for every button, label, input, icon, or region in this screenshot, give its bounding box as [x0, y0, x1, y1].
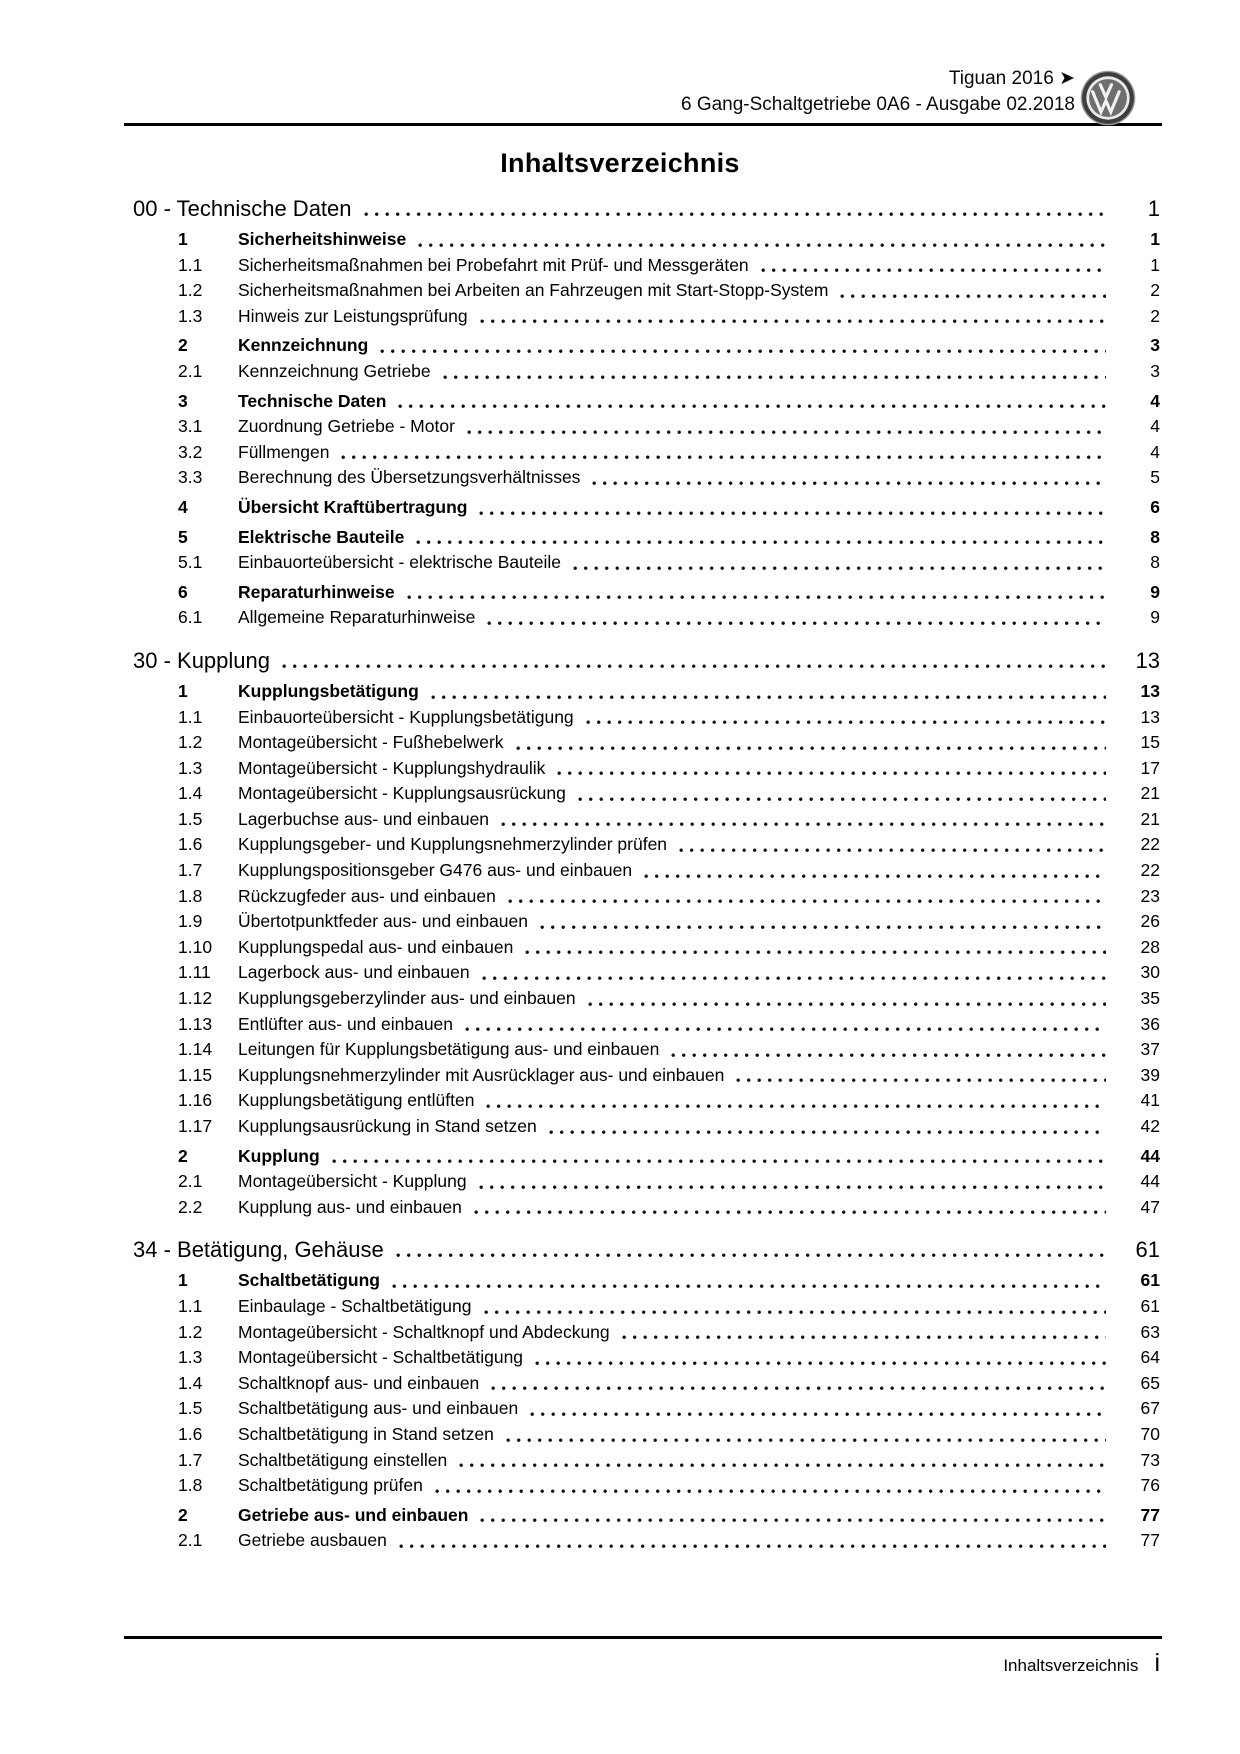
toc-entry-row [133, 389, 1160, 415]
dot-leader [671, 1053, 1106, 1059]
toc-entry-number: 1.3 [178, 1347, 203, 1368]
toc-entry-page: 67 [1140, 1398, 1160, 1419]
toc-entry-number: 2.2 [178, 1196, 203, 1217]
dot-leader [586, 720, 1106, 726]
toc-entry-title: Schaltbetätigung [238, 1270, 380, 1291]
dot-leader [487, 621, 1106, 627]
dot-leader [506, 1438, 1106, 1444]
toc-entry-row [133, 884, 1160, 910]
toc-entry-title: Reparaturhinweise [238, 581, 395, 602]
toc-entry-page: 1 [1150, 254, 1160, 275]
toc-entry-title: Technische Daten [238, 390, 387, 411]
toc-entry-title: Elektrische Bauteile [238, 526, 405, 547]
dot-leader [364, 212, 1106, 218]
toc-entry-page: 73 [1140, 1449, 1160, 1470]
toc-entry-page: 47 [1140, 1196, 1160, 1217]
toc-chapter-page: 13 [1135, 647, 1160, 673]
toc-entry-number: 1.7 [178, 1449, 203, 1470]
toc-entry-page: 21 [1140, 783, 1160, 804]
toc-entry-title: Montageübersicht - Kupplungsausrückung [238, 783, 566, 804]
dot-leader [416, 540, 1106, 546]
toc-entry-row [133, 1371, 1160, 1397]
toc-entry-number: 1.16 [178, 1090, 213, 1111]
toc-chapter-page: 1 [1147, 196, 1160, 221]
toc-entry-number: 1.6 [178, 1423, 203, 1444]
dot-leader [380, 349, 1106, 355]
dot-leader [573, 566, 1106, 572]
dot-leader [484, 1310, 1106, 1316]
toc-entry-number: 1.12 [178, 988, 213, 1009]
toc-entry-number: 1.8 [178, 885, 203, 906]
dot-leader [516, 746, 1106, 752]
toc-entry-title: Einbauorteübersicht - elektrische Bauteile [238, 552, 561, 573]
table-of-contents [133, 194, 1160, 1554]
toc-entry-number: 1.15 [178, 1064, 213, 1085]
dot-leader [622, 1335, 1106, 1341]
toc-entry-row [133, 1294, 1160, 1320]
dot-leader [480, 319, 1106, 325]
footer-page-number: i [1154, 1649, 1160, 1677]
dot-leader [736, 1078, 1106, 1084]
dot-leader [578, 797, 1106, 803]
toc-entry-page: 26 [1140, 911, 1160, 932]
toc-entry-number: 2 [178, 1145, 188, 1166]
toc-entry-page: 4 [1150, 441, 1160, 462]
toc-entry-page: 9 [1150, 607, 1160, 628]
toc-entry-title: Übersicht Kraftübertragung [238, 496, 468, 517]
dot-leader [761, 268, 1106, 274]
toc-entry-number: 1.14 [178, 1039, 213, 1060]
toc-entry-row [133, 605, 1160, 631]
header-model-line: Tiguan 2016 ➤ [948, 68, 1075, 89]
dot-leader [443, 375, 1106, 381]
dot-leader [592, 481, 1106, 487]
toc-entry-row [133, 730, 1160, 756]
toc-entry-page: 77 [1140, 1530, 1160, 1551]
toc-entry-page: 2 [1150, 305, 1160, 326]
toc-entry-page: 41 [1140, 1090, 1160, 1111]
dot-leader [465, 1027, 1106, 1033]
toc-entry-row [133, 909, 1160, 935]
toc-entry-page: 61 [1140, 1270, 1160, 1291]
dot-leader [435, 1489, 1106, 1495]
footer-divider [124, 1636, 1162, 1639]
dot-leader [396, 1253, 1106, 1259]
toc-entry-number: 3.1 [178, 416, 203, 437]
toc-entry-row [133, 359, 1160, 385]
toc-chapter-title: 30 - Kupplung [133, 647, 270, 673]
toc-entry-row [133, 781, 1160, 807]
toc-entry-number: 4 [178, 496, 188, 517]
toc-entry-row [133, 960, 1160, 986]
toc-entry-row [133, 1088, 1160, 1114]
toc-entry-row [133, 304, 1160, 330]
toc-entry-number: 3.3 [178, 467, 203, 488]
toc-entry-page: 30 [1140, 962, 1160, 983]
dot-leader [418, 243, 1106, 249]
toc-entry-title: Sicherheitsmaßnahmen bei Probefahrt mit Prüf- und Messgeräten [238, 254, 749, 275]
dot-leader [535, 1361, 1106, 1367]
toc-entry-page: 2 [1150, 280, 1160, 301]
toc-entry-page: 76 [1140, 1475, 1160, 1496]
toc-entry-number: 2.1 [178, 1171, 203, 1192]
toc-entry-title: Schaltbetätigung einstellen [238, 1449, 448, 1470]
toc-entry-row [133, 1195, 1160, 1221]
dot-leader [508, 899, 1106, 905]
toc-entry-number: 1 [178, 680, 188, 701]
toc-entry-row [133, 1063, 1160, 1089]
toc-entry-row [133, 465, 1160, 491]
toc-entry-title: Schaltbetätigung in Stand setzen [238, 1423, 494, 1444]
toc-chapter-title: 00 - Technische Daten [133, 196, 352, 221]
toc-chapter-title: 34 - Betätigung, Gehäuse [133, 1237, 384, 1263]
toc-entry-title: Lagerbuchse aus- und einbauen [238, 808, 490, 829]
toc-entry-page: 6 [1150, 496, 1160, 517]
toc-entry-row [133, 525, 1160, 551]
toc-entry-title: Hinweis zur Leistungsprüfung [238, 305, 468, 326]
toc-entry-title: Kupplungsgeber- und Kupplungsnehmerzylinder prüfen [238, 834, 668, 855]
toc-entry-page: 64 [1140, 1347, 1160, 1368]
toc-entry-title: Rückzugfeder aus- und einbauen [238, 885, 496, 906]
toc-entry-page: 1 [1150, 229, 1160, 249]
toc-entry-page: 63 [1140, 1321, 1160, 1342]
toc-entry-title: Montageübersicht - Schaltbetätigung [238, 1347, 524, 1368]
dot-leader [467, 430, 1106, 436]
toc-entry-number: 1.2 [178, 732, 203, 753]
toc-entry-page: 8 [1150, 552, 1160, 573]
dot-leader [588, 1002, 1106, 1008]
toc-entry-number: 1.13 [178, 1013, 213, 1034]
toc-entry-page: 61 [1140, 1295, 1160, 1316]
toc-entry-page: 4 [1150, 390, 1160, 411]
toc-entry-number: 1.1 [178, 1295, 203, 1316]
dot-leader [392, 1284, 1106, 1290]
dot-leader [679, 848, 1106, 854]
toc-entry-page: 37 [1140, 1039, 1160, 1060]
toc-entry-title: Übertotpunktfeder aus- und einbauen [238, 911, 528, 932]
toc-entry-title: Füllmengen [238, 441, 330, 462]
toc-entry-page: 36 [1140, 1013, 1160, 1034]
toc-entry-row [133, 333, 1160, 359]
toc-entry-title: Kupplungsgeberzylinder aus- und einbauen [238, 988, 576, 1009]
toc-entry-row [133, 1144, 1160, 1170]
toc-entry-row [133, 495, 1160, 521]
toc-entry-number: 1.8 [178, 1475, 203, 1496]
toc-entry-row [133, 1320, 1160, 1346]
toc-entry-number: 1.4 [178, 1372, 203, 1393]
dot-leader [341, 455, 1106, 461]
toc-entry-title: Kupplungsbetätigung [238, 680, 419, 701]
toc-entry-title: Getriebe aus- und einbauen [238, 1504, 469, 1525]
toc-entry-number: 3 [178, 390, 188, 411]
toc-entry-title: Montageübersicht - Schaltknopf und Abdeckung [238, 1321, 610, 1342]
toc-entry-title: Kupplung [238, 1145, 320, 1166]
toc-entry-page: 9 [1150, 581, 1160, 602]
toc-entry-page: 3 [1150, 335, 1160, 356]
dot-leader [480, 1518, 1106, 1524]
toc-entry-number: 6 [178, 581, 188, 602]
vw-logo-icon [1080, 70, 1136, 126]
toc-entry-row [133, 935, 1160, 961]
toc-entry-number: 1.3 [178, 757, 203, 778]
dot-leader [474, 1210, 1106, 1216]
toc-entry-row [133, 1268, 1160, 1294]
dot-leader [644, 874, 1106, 880]
dot-leader [459, 1463, 1106, 1469]
toc-chapter-row [133, 646, 1160, 675]
dot-leader [332, 1159, 1106, 1165]
toc-entry-title: Kennzeichnung [238, 335, 369, 356]
toc-entry-title: Sicherheitshinweise [238, 229, 407, 249]
toc-entry-row [133, 1473, 1160, 1499]
toc-entry-row [133, 807, 1160, 833]
dot-leader [398, 404, 1106, 410]
toc-entry-row [133, 1114, 1160, 1140]
toc-entry-row [133, 1169, 1160, 1195]
toc-entry-number: 1.9 [178, 911, 203, 932]
toc-entry-title: Montageübersicht - Fußhebelwerk [238, 732, 504, 753]
toc-entry-title: Kupplungspositionsgeber G476 aus- und einbauen [238, 860, 633, 881]
dot-leader [431, 695, 1106, 701]
page-title: Inhaltsverzeichnis [500, 148, 740, 178]
toc-entry-page: 4 [1150, 416, 1160, 437]
toc-entry-title: Schaltbetätigung aus- und einbauen [238, 1398, 519, 1419]
toc-entry-title: Montageübersicht - Kupplungshydraulik [238, 757, 546, 778]
header-doc-line: 6 Gang-Schaltgetriebe 0A6 - Ausgabe 02.2018 [680, 94, 1075, 115]
toc-entry-row [133, 1345, 1160, 1371]
toc-entry-number: 1.5 [178, 1398, 203, 1419]
dot-leader [479, 511, 1106, 517]
dot-leader [399, 1544, 1106, 1550]
toc-entry-page: 17 [1140, 757, 1160, 778]
toc-entry-title: Lagerbock aus- und einbauen [238, 962, 470, 983]
toc-entry-page: 8 [1150, 526, 1160, 547]
toc-chapter-row [133, 1235, 1160, 1264]
toc-entry-number: 1.5 [178, 808, 203, 829]
toc-entry-row [133, 832, 1160, 858]
dot-leader [501, 822, 1106, 828]
toc-entry-number: 1.17 [178, 1116, 213, 1136]
toc-entry-page: 13 [1140, 706, 1160, 727]
toc-entry-title: Kupplungsnehmerzylinder mit Ausrücklager aus- und einbauen [238, 1064, 725, 1085]
toc-entry-page: 15 [1140, 732, 1160, 753]
toc-entry-page: 23 [1140, 885, 1160, 906]
dot-leader [282, 664, 1106, 670]
toc-entry-number: 1.1 [178, 706, 203, 727]
toc-entry-title: Schaltbetätigung prüfen [238, 1475, 423, 1496]
toc-entry-row [133, 679, 1160, 705]
toc-entry-row [133, 580, 1160, 606]
toc-entry-title: Kupplungsausrückung in Stand setzen [238, 1116, 537, 1136]
toc-entry-number: 1 [178, 1270, 188, 1291]
toc-entry-number: 6.1 [178, 607, 203, 628]
toc-entry-row [133, 1448, 1160, 1474]
toc-entry-number: 1.4 [178, 783, 203, 804]
toc-entry-number: 3.2 [178, 441, 203, 462]
toc-entry-title: Kupplungspedal aus- und einbauen [238, 936, 514, 957]
toc-entry-title: Zuordnung Getriebe - Motor [238, 416, 455, 437]
dot-leader [407, 595, 1106, 601]
toc-entry-number: 1.6 [178, 834, 203, 855]
toc-entry-title: Entlüfter aus- und einbauen [238, 1013, 454, 1034]
toc-entry-page: 44 [1140, 1145, 1160, 1166]
toc-entry-title: Kennzeichnung Getriebe [238, 360, 431, 381]
toc-entry-title: Allgemeine Reparaturhinweise [238, 607, 476, 628]
toc-entry-row [133, 227, 1160, 253]
dot-leader [479, 1185, 1106, 1191]
toc-entry-row [133, 705, 1160, 731]
toc-entry-title: Sicherheitsmaßnahmen bei Arbeiten an Fahrzeugen mit Start-Stopp-System [238, 280, 829, 301]
toc-entry-number: 1 [178, 229, 188, 249]
toc-entry-title: Einbaulage - Schaltbetätigung [238, 1295, 472, 1316]
toc-entry-number: 1.1 [178, 254, 203, 275]
toc-entry-title: Berechnung des Übersetzungsverhältnisses [238, 467, 581, 488]
toc-entry-page: 21 [1140, 808, 1160, 829]
toc-entry-row [133, 1528, 1160, 1554]
toc-entry-row [133, 414, 1160, 440]
toc-entry-title: Einbauorteübersicht - Kupplungsbetätigung [238, 706, 574, 727]
toc-entry-row [133, 1422, 1160, 1448]
dot-leader [482, 976, 1106, 982]
toc-entry-page: 39 [1140, 1064, 1160, 1085]
footer-section-label: Inhaltsverzeichnis [1003, 1656, 1139, 1675]
toc-entry-page: 70 [1140, 1423, 1160, 1444]
toc-entry-row [133, 1503, 1160, 1529]
toc-entry-number: 1.10 [178, 936, 213, 957]
dot-leader [557, 771, 1106, 777]
toc-entry-page: 65 [1140, 1372, 1160, 1393]
toc-entry-page: 5 [1150, 467, 1160, 488]
toc-entry-page: 22 [1140, 834, 1160, 855]
toc-entry-title: Kupplungsbetätigung entlüften [238, 1090, 475, 1111]
page-header [0, 0, 1240, 126]
toc-entry-row [133, 756, 1160, 782]
toc-entry-number: 2 [178, 1504, 188, 1525]
toc-entry-page: 28 [1140, 936, 1160, 957]
toc-entry-page: 77 [1140, 1504, 1160, 1525]
toc-entry-number: 1.11 [178, 962, 211, 983]
toc-entry-page: 35 [1140, 988, 1160, 1009]
dot-leader [840, 294, 1106, 300]
toc-entry-row [133, 550, 1160, 576]
toc-entry-title: Leitungen für Kupplungsbetätigung aus- und einbauen [238, 1039, 660, 1060]
dot-leader [549, 1130, 1106, 1136]
toc-entry-number: 1.3 [178, 305, 203, 326]
toc-entry-page: 3 [1150, 360, 1160, 381]
toc-entry-number: 2.1 [178, 1530, 203, 1551]
dot-leader [525, 950, 1106, 956]
toc-entry-row [133, 440, 1160, 466]
toc-entry-row [133, 1396, 1160, 1422]
toc-entry-title: Schaltknopf aus- und einbauen [238, 1372, 480, 1393]
dot-leader [540, 925, 1106, 931]
toc-entry-row [133, 253, 1160, 279]
dot-leader [530, 1412, 1106, 1418]
dot-leader [491, 1386, 1106, 1392]
toc-entry-page: 42 [1140, 1116, 1160, 1136]
toc-entry-row [133, 986, 1160, 1012]
toc-entry-title: Kupplung aus- und einbauen [238, 1196, 462, 1217]
header-text [0, 66, 1075, 118]
toc-entry-row [133, 1037, 1160, 1063]
toc-entry-number: 1.2 [178, 280, 203, 301]
toc-entry-number: 1.7 [178, 860, 203, 881]
toc-entry-number: 2 [178, 335, 188, 356]
toc-entry-number: 1.2 [178, 1321, 203, 1342]
toc-entry-row [133, 278, 1160, 304]
header-divider [124, 123, 1162, 126]
toc-chapter-row [133, 194, 1160, 223]
toc-entry-row [133, 1012, 1160, 1038]
toc-entry-page: 13 [1140, 680, 1160, 701]
toc-entry-title: Getriebe ausbauen [238, 1530, 387, 1551]
toc-entry-page: 44 [1140, 1171, 1160, 1192]
toc-entry-number: 5.1 [178, 552, 203, 573]
toc-chapter-page: 61 [1135, 1237, 1160, 1263]
page-footer [0, 1636, 1240, 1678]
toc-entry-title: Montageübersicht - Kupplung [238, 1171, 467, 1192]
toc-entry-page: 22 [1140, 860, 1160, 881]
toc-entry-number: 2.1 [178, 360, 203, 381]
dot-leader [486, 1104, 1106, 1110]
toc-entry-number: 5 [178, 526, 188, 547]
toc-entry-row [133, 858, 1160, 884]
